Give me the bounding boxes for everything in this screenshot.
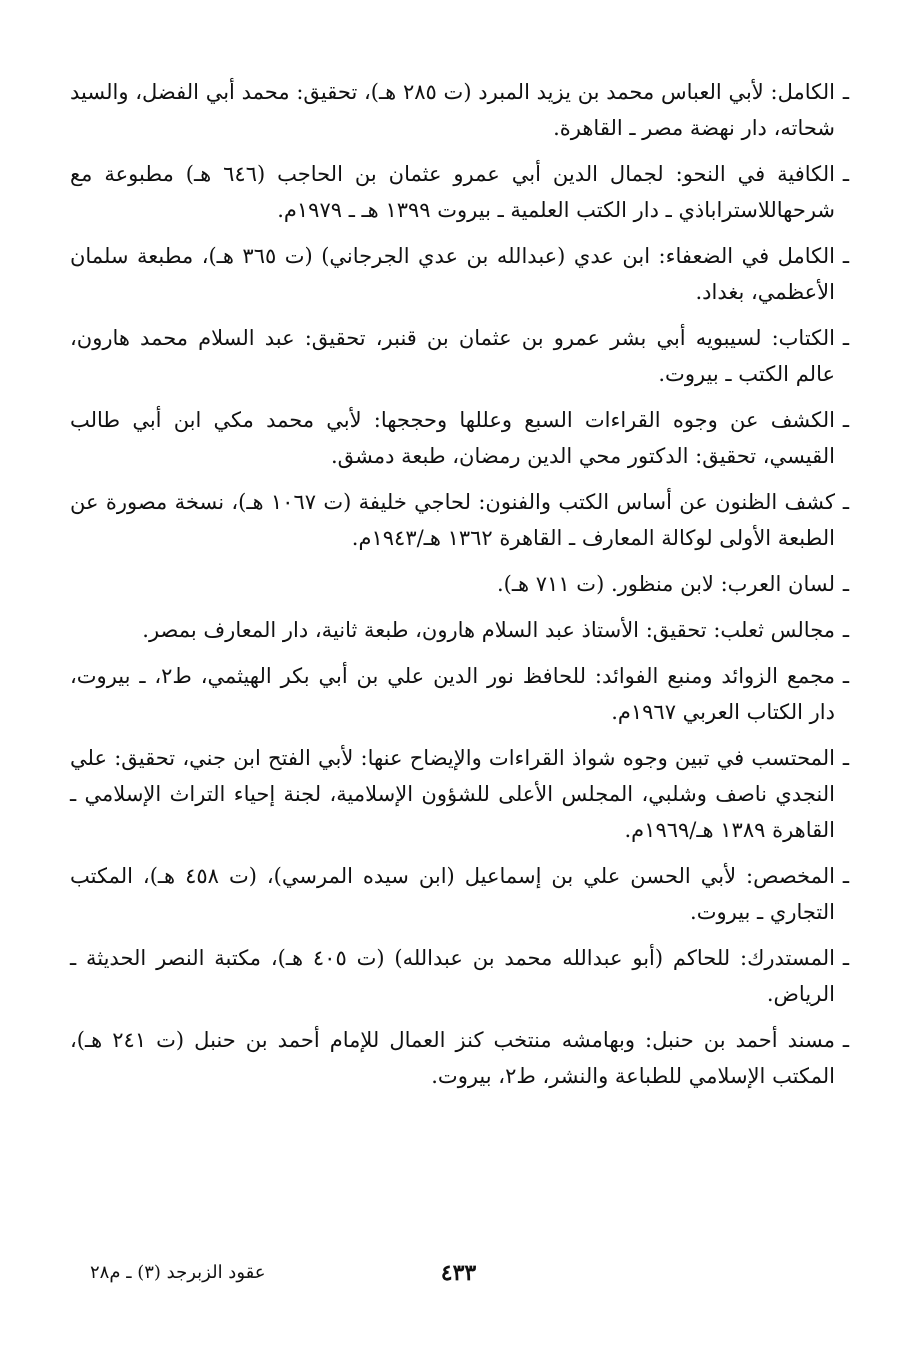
bibliography-entry: ـ كشف الظنون عن أساس الكتب والفنون: لحاجي خليفة (ت ١٠٦٧ هـ)، نسخة مصورة عن الطبعة الأولى لوكالة المعارف ـ القاهرة ١٣٦٢ هـ/١٩٤٣م. [70,484,849,556]
bibliography-entry: ـ مسند أحمد بن حنبل: وبهامشه منتخب كنز العمال للإمام أحمد بن حنبل (ت ٢٤١ هـ)، المكتب الإسلامي للطباعة والنشر، ط٢، بيروت. [70,1022,849,1094]
entry-text: المحتسب في تبين وجوه شواذ القراءات والإيضاح عنها: لأبي الفتح ابن جني، تحقيق: علي النجدي ناصف وشلبي، المجلس الأعلى للشؤون الإسلامية، لجنة إحياء التراث الإسلامي ـ القاهرة ١٣٨٩ هـ/١٩٦٩م. [70,746,835,842]
entry-text: مجالس ثعلب: تحقيق: الأستاذ عبد السلام هارون، طبعة ثانية، دار المعارف بمصر. [142,618,835,642]
book-signature: عقود الزبرجد (٣) ـ م٢٨ [90,1262,266,1283]
entry-text: الكافية في النحو: لجمال الدين أبي عمرو عثمان بن الحاجب (٦٤٦ هـ) مطبوعة مع شرحهاللاستراباذي ـ دار الكتب العلمية ـ بيروت ١٣٩٩ هـ ـ ١٩٧٩م. [70,162,835,222]
bibliography-entry: ـ مجمع الزوائد ومنبع الفوائد: للحافظ نور الدين علي بن أبي بكر الهيثمي، ط٢، ـ بيروت، دار الكتاب العربي ١٩٦٧م. [70,658,849,730]
bibliography-entry: ـ الكافية في النحو: لجمال الدين أبي عمرو عثمان بن الحاجب (٦٤٦ هـ) مطبوعة مع شرحهاللاستراباذي ـ دار الكتب العلمية ـ بيروت ١٣٩٩ هـ ـ ١٩٧٩م. [70,156,849,228]
bibliography-entry: ـ الكامل: لأبي العباس محمد بن يزيد المبرد (ت ٢٨٥ هـ)، تحقيق: محمد أبي الفضل، والسيد شحاته، دار نهضة مصر ـ القاهرة. [70,74,849,146]
bibliography-entry: ـ الكامل في الضعفاء: ابن عدي (عبدالله بن عدي الجرجاني) (ت ٣٦٥ هـ)، مطبعة سلمان الأعظمي، بغداد. [70,238,849,310]
entry-text: مسند أحمد بن حنبل: وبهامشه منتخب كنز العمال للإمام أحمد بن حنبل (ت ٢٤١ هـ)، المكتب الإسلامي للطباعة والنشر، ط٢، بيروت. [70,1028,836,1088]
bibliography-entry: ـ الكشف عن وجوه القراءات السبع وعللها وحججها: لأبي محمد مكي ابن أبي طالب القيسي، تحقيق: الدكتور محي الدين رمضان، طبعة دمشق. [70,402,849,474]
bibliography-entry: ـ المخصص: لأبي الحسن علي بن إسماعيل (ابن سيده المرسي)، (ت ٤٥٨ هـ)، المكتب التجاري ـ بيروت. [70,858,849,930]
entry-text: لسان العرب: لابن منظور. (ت ٧١١ هـ). [497,572,835,596]
bibliography-list [70,74,849,1104]
entry-text: الكامل: لأبي العباس محمد بن يزيد المبرد (ت ٢٨٥ هـ)، تحقيق: محمد أبي الفضل، والسيد شحاته، دار نهضة مصر ـ القاهرة. [70,80,835,140]
bibliography-entry: ـ الكتاب: لسيبويه أبي بشر عمرو بن عثمان بن قنبر، تحقيق: عبد السلام محمد هارون، عالم الكتب ـ بيروت. [70,320,849,392]
entry-text: الكتاب: لسيبويه أبي بشر عمرو بن عثمان بن قنبر، تحقيق: عبد السلام محمد هارون، عالم الكتب ـ بيروت. [70,326,835,386]
entry-text: المخصص: لأبي الحسن علي بن إسماعيل (ابن سيده المرسي)، (ت ٤٥٨ هـ)، المكتب التجاري ـ بيروت. [70,864,835,924]
entry-text: كشف الظنون عن أساس الكتب والفنون: لحاجي خليفة (ت ١٠٦٧ هـ)، نسخة مصورة عن الطبعة الأولى لوكالة المعارف ـ القاهرة ١٣٦٢ هـ/١٩٤٣م. [70,490,835,550]
bibliography-entry: ـ مجالس ثعلب: تحقيق: الأستاذ عبد السلام هارون، طبعة ثانية، دار المعارف بمصر. [70,612,849,648]
page-number: ٤٣٣ [440,1260,477,1286]
bibliography-entry: ـ لسان العرب: لابن منظور. (ت ٧١١ هـ). [70,566,849,602]
bibliography-entry: ـ المستدرك: للحاكم (أبو عبدالله محمد بن عبدالله) (ت ٤٠٥ هـ)، مكتبة النصر الحديثة ـ الرياض. [70,940,849,1012]
bibliography-entry: ـ المحتسب في تبين وجوه شواذ القراءات والإيضاح عنها: لأبي الفتح ابن جني، تحقيق: علي النجدي ناصف وشلبي، المجلس الأعلى للشؤون الإسلامية، لجنة إحياء التراث الإسلامي ـ القاهرة ١٣٨٩ هـ/١٩٦٩م. [70,740,849,848]
page-footer [90,1262,827,1292]
entry-text: الكشف عن وجوه القراءات السبع وعللها وحججها: لأبي محمد مكي ابن أبي طالب القيسي، تحقيق: الدكتور محي الدين رمضان، طبعة دمشق. [70,408,835,468]
entry-text: الكامل في الضعفاء: ابن عدي (عبدالله بن عدي الجرجاني) (ت ٣٦٥ هـ)، مطبعة سلمان الأعظمي، بغداد. [70,244,836,304]
entry-text: مجمع الزوائد ومنبع الفوائد: للحافظ نور الدين علي بن أبي بكر الهيثمي، ط٢، ـ بيروت، دار الكتاب العربي ١٩٦٧م. [70,664,835,724]
entry-text: المستدرك: للحاكم (أبو عبدالله محمد بن عبدالله) (ت ٤٠٥ هـ)، مكتبة النصر الحديثة ـ الرياض. [70,946,836,1006]
